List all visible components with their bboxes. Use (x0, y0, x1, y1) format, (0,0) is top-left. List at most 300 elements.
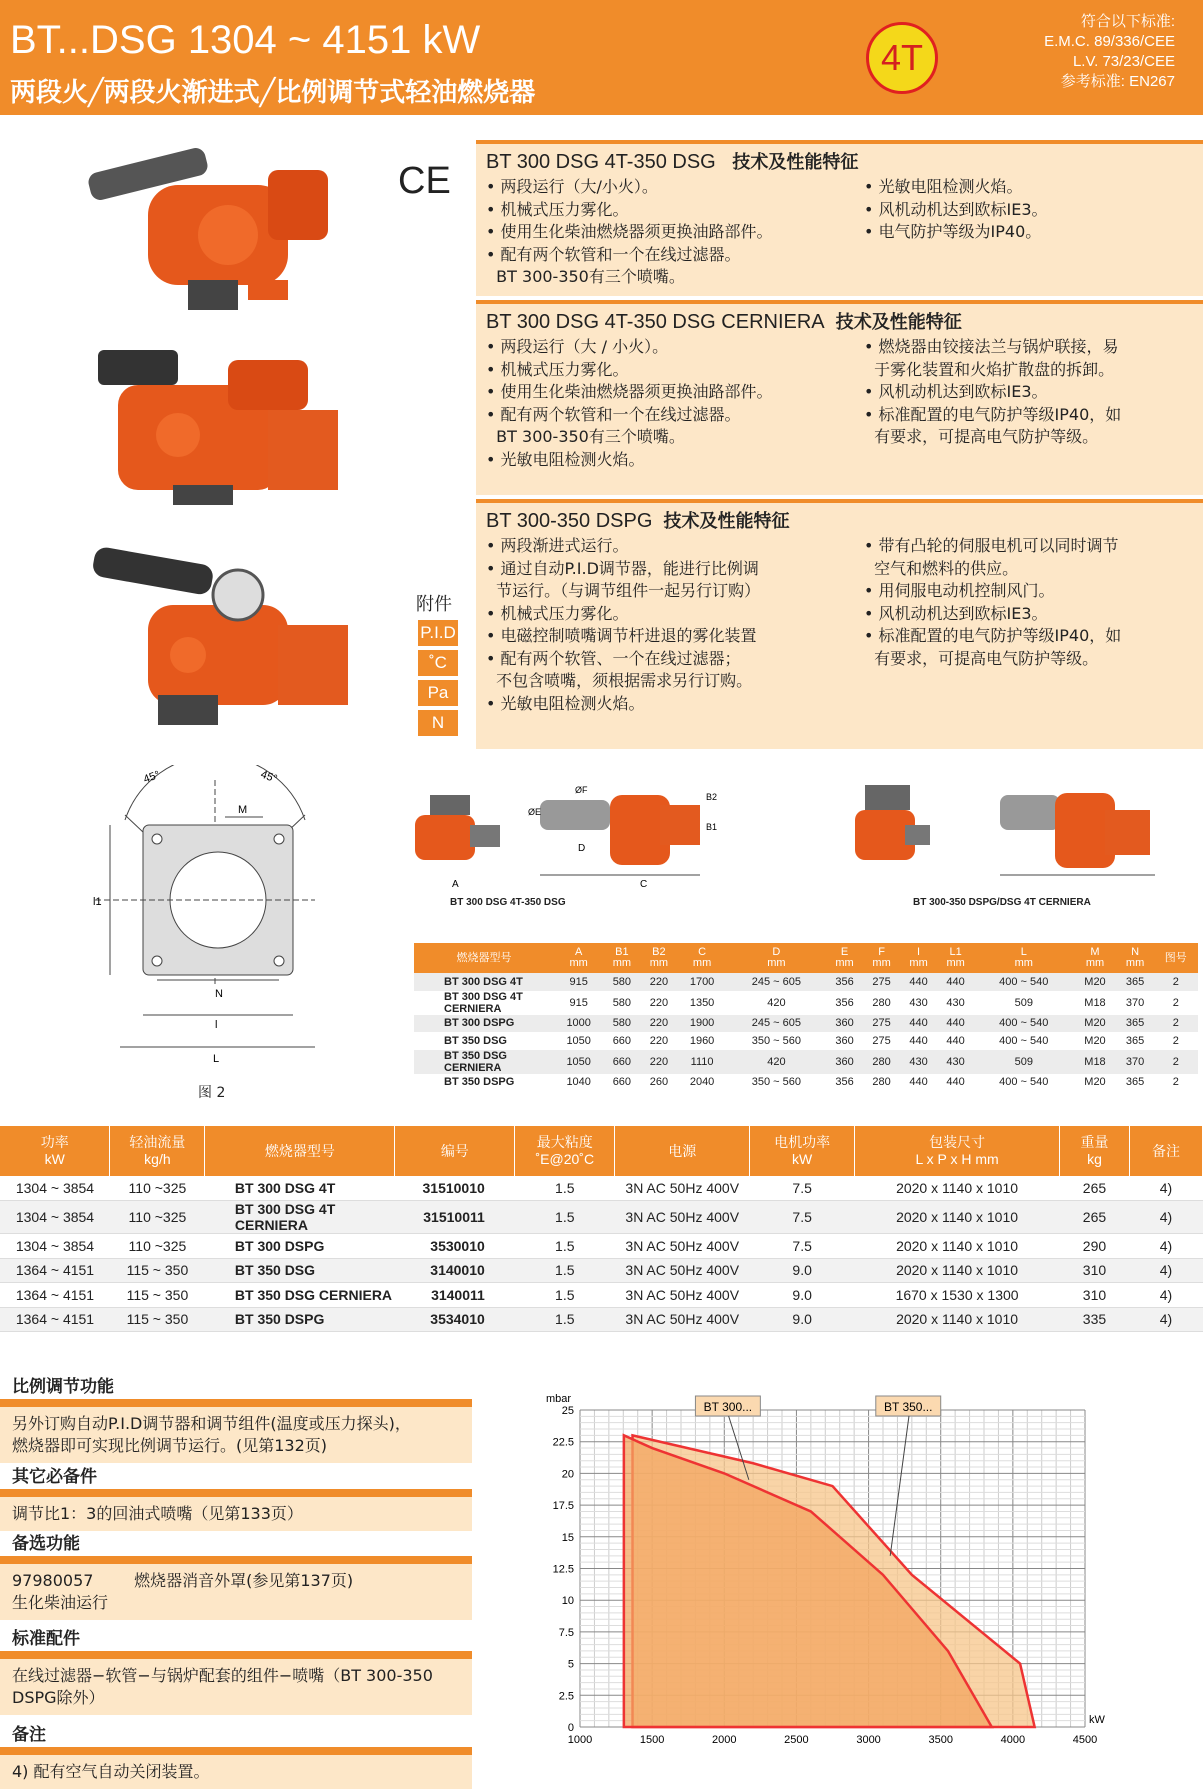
spec-table-cell: 3N AC 50Hz 400V (615, 1258, 750, 1283)
info-heading: 其它必备件 (0, 1460, 472, 1497)
flange-dim-m: M (238, 804, 248, 816)
dim-table-cell: 275 (863, 973, 900, 991)
dim-table-cell: 440 (900, 973, 937, 991)
dim-table-cell: 509 (974, 1050, 1073, 1074)
spec-table-cell: 9.0 (750, 1258, 855, 1283)
dim-table-cell: 220 (640, 1032, 677, 1050)
y-tick-label: 17.5 (552, 1500, 574, 1513)
spec-table-cell: 4) (1129, 1307, 1202, 1332)
spec-table-cell: 1.5 (515, 1176, 615, 1201)
section-title-cn: 技术及性能特征 (663, 511, 790, 532)
info-line: 生化柴油运行 (12, 1593, 109, 1612)
standard-line: 符合以下标准: (1080, 13, 1175, 30)
spec-table-header: 包装尺寸 L x P x H mm (855, 1126, 1060, 1176)
dim-table-cell: M18 (1073, 991, 1116, 1015)
x-tick-label: 4500 (1072, 1734, 1098, 1746)
dim-table-cell: 1000 (554, 1015, 603, 1033)
dim-table-cell: 580 (603, 991, 640, 1015)
spec-table-cell: BT 300 DSG 4T CERNIERA (205, 1201, 395, 1234)
spec-table-row (0, 1201, 1203, 1234)
spec-table-header: 燃烧器型号 (205, 1126, 395, 1176)
spec-table-cell: BT 300 DSG 4T (205, 1176, 395, 1201)
dim-table-cell: 1040 (554, 1074, 603, 1092)
dim-table-header: B2 mm (640, 943, 677, 973)
info-line: 另外订购自动P.I.D调节器和调节组件(温度或压力探头)， (12, 1414, 411, 1433)
dim-table-cell: M20 (1073, 1074, 1116, 1092)
feature-item: • 两段运行（大/小火）。 (486, 177, 658, 196)
flange-dim-i: l (215, 1019, 218, 1031)
dim-label-b1: B1 (706, 822, 718, 832)
feature-section-dspg (476, 499, 1203, 749)
x-tick-label: 2500 (784, 1734, 809, 1746)
dim-table-header: E mm (826, 943, 863, 973)
feature-item: • 光敏电阻检测火焰。 (486, 693, 645, 713)
spec-table-cell: 31510010 (395, 1176, 515, 1201)
dim-table-cell: 430 (937, 991, 974, 1015)
info-section-modulation (0, 1370, 472, 1463)
dim-table-row (414, 1032, 1198, 1050)
dim-table-cell: 350 ~ 560 (727, 1074, 826, 1092)
dim-table-cell: 356 (826, 991, 863, 1015)
feature-item: • 通过自动P.I.D调节器，能进行比例调 (486, 558, 759, 578)
spec-table-row (0, 1283, 1203, 1308)
feature-item: 有要求，可提高电气防护等级。 (864, 427, 1099, 446)
y-tick-label: 12.5 (552, 1563, 574, 1576)
spec-table-cell: 1.5 (515, 1258, 615, 1283)
dim-table-row (414, 1050, 1198, 1074)
dim-table-cell: 280 (863, 991, 900, 1015)
spec-table-cell: 110 ~325 (110, 1234, 205, 1259)
dim-table-header: 燃烧器型号 (414, 943, 554, 973)
dim-table-cell: 440 (937, 1032, 974, 1050)
spec-table-cell: 110 ~325 (110, 1201, 205, 1234)
dim-table-cell: 2 (1154, 991, 1198, 1015)
dim-table-cell: 245 ~ 605 (727, 1015, 826, 1033)
feature-item: BT 300-350有三个喷嘴。 (486, 427, 685, 446)
spec-table-header: 备注 (1129, 1126, 1202, 1176)
spec-table-cell: 2020 x 1140 x 1010 (855, 1234, 1060, 1259)
dim-table-row (414, 991, 1198, 1015)
spec-table-cell: 7.5 (750, 1176, 855, 1201)
dim-table-cell: 370 (1117, 1050, 1154, 1074)
info-section-optional (0, 1527, 472, 1620)
accessories-label: 附件 (416, 594, 452, 615)
x-axis-label: kW (1089, 1714, 1105, 1726)
feature-item: • 风机动机达到欧标IE3。 (864, 603, 1048, 623)
section-title-cn: 技术及性能特征 (835, 312, 962, 333)
dim-table-cell: 1050 (554, 1050, 603, 1074)
dim-table-cell: 660 (603, 1074, 640, 1092)
feature-item: • 燃烧器由铰接法兰与锅炉联接，易 (864, 337, 1119, 356)
x-tick-label: 1500 (639, 1734, 665, 1746)
dim-table-cell: 275 (863, 1032, 900, 1050)
feature-item: • 配有两个软管和一个在线过滤器。 (486, 404, 741, 424)
info-line: 燃烧器即可实现比例调节运行。(见第132页) (12, 1436, 328, 1455)
dim-table-cell: 1110 (677, 1050, 726, 1074)
dim-table-cell: 430 (900, 991, 937, 1015)
feature-item: • 带有凸轮的伺服电机可以同时调节 (864, 536, 1119, 555)
y-tick-label: 15 (561, 1531, 574, 1544)
dim-table-header: B1 mm (603, 943, 640, 973)
dim-table-cell: 356 (826, 973, 863, 991)
section-title (486, 507, 1193, 533)
spec-table-row (0, 1234, 1203, 1259)
spec-table-cell: 3N AC 50Hz 400V (615, 1234, 750, 1259)
dim-table-cell: 915 (554, 973, 603, 991)
dim-table-cell: 220 (640, 991, 677, 1015)
dim-table-cell: 2040 (677, 1074, 726, 1092)
spec-table-row (0, 1176, 1203, 1201)
x-tick-label: 3500 (928, 1734, 953, 1746)
spec-table-cell: 1304 ~ 3854 (0, 1176, 110, 1201)
flange-drawing (85, 765, 330, 1085)
y-tick-label: 20 (561, 1468, 574, 1481)
dim-table-header: C mm (677, 943, 726, 973)
spec-table-cell: 9.0 (750, 1307, 855, 1332)
feature-item: • 配有两个软管、一个在线过滤器； (486, 648, 741, 668)
dim-label-f: ØF (575, 785, 588, 795)
dim-table-cell: 440 (937, 973, 974, 991)
burner-photo-dspg (78, 545, 368, 730)
feature-item: • 电气防护等级为IP40。 (864, 222, 1042, 241)
accessory-tag-temperature: ˚C (418, 650, 458, 676)
dim-table-cell: 365 (1117, 1074, 1154, 1092)
working-field-chart (540, 1382, 1115, 1757)
burner-photo-dsg (78, 140, 368, 315)
x-tick-label: 4000 (1000, 1734, 1026, 1746)
dim-table-cell: 2 (1154, 1074, 1198, 1092)
flange-dim-n: N (215, 988, 223, 1000)
dim-table-cell: BT 300 DSG 4T CERNIERA (414, 991, 554, 1015)
spec-table-cell: 1670 x 1530 x 1300 (855, 1283, 1060, 1308)
dim-table-header: A mm (554, 943, 603, 973)
dim-table-cell: 2 (1154, 1032, 1198, 1050)
accessory-tag-n: N (418, 710, 458, 736)
dim-table-cell: 365 (1117, 1015, 1154, 1033)
info-line: DSPG除外） (12, 1688, 105, 1707)
standard-line: E.M.C. 89/336/CEE (1044, 33, 1175, 50)
spec-table-cell: 3N AC 50Hz 400V (615, 1307, 750, 1332)
y-tick-label: 7.5 (558, 1626, 574, 1639)
spec-table-header: 电机功率 kW (750, 1126, 855, 1176)
dim-table-cell: BT 350 DSPG (414, 1074, 554, 1092)
spec-table-cell: 4) (1129, 1234, 1202, 1259)
info-heading: 备选功能 (0, 1527, 472, 1564)
section-title (486, 148, 1193, 174)
dim-table-cell: 440 (900, 1015, 937, 1033)
spec-table-header: 功率 kW (0, 1126, 110, 1176)
dimension-caption-right: BT 300-350 DSPG/DSG 4T CERNIERA (913, 897, 1091, 908)
spec-table-header: 重量 kg (1060, 1126, 1130, 1176)
spec-table-cell: 9.0 (750, 1283, 855, 1308)
spec-table-cell: 4) (1129, 1201, 1202, 1234)
dim-table-cell: 220 (640, 1050, 677, 1074)
feature-item: 空气和燃料的供应。 (864, 558, 1019, 578)
dim-label-c: C (640, 879, 648, 890)
dim-table-cell: BT 350 DSG CERNIERA (414, 1050, 554, 1074)
spec-table-cell: 335 (1060, 1307, 1130, 1332)
spec-table-cell: 310 (1060, 1283, 1130, 1308)
spec-table-cell: 2020 x 1140 x 1010 (855, 1307, 1060, 1332)
x-tick-label: 1000 (567, 1734, 593, 1746)
dim-table-cell: 440 (900, 1074, 937, 1092)
dim-label-e: ØE (528, 807, 542, 817)
dim-table-cell: 1700 (677, 973, 726, 991)
dim-table-cell: 350 ~ 560 (727, 1032, 826, 1050)
dim-table-cell: 220 (640, 1015, 677, 1033)
info-line: 4) 配有空气自动关闭装置。 (12, 1762, 210, 1781)
spec-table-cell: 1.5 (515, 1201, 615, 1234)
dim-table-cell: 360 (826, 1032, 863, 1050)
spec-table-header: 编号 (395, 1126, 515, 1176)
dim-table-cell: 420 (727, 1050, 826, 1074)
dim-table-cell: 356 (826, 1074, 863, 1092)
spec-table-cell: 1.5 (515, 1307, 615, 1332)
dim-label-b2: B2 (706, 792, 718, 802)
dim-table-header: N mm (1117, 943, 1154, 973)
section-title (486, 308, 1193, 334)
spec-table-header: 轻油流量 kg/h (110, 1126, 205, 1176)
section-title-cn: 技术及性能特征 (732, 152, 859, 173)
feature-item: • 风机动机达到欧标IE3。 (864, 382, 1048, 401)
feature-item: • 使用生化柴油燃烧器须更换油路部件。 (486, 222, 773, 241)
feature-item: • 风机动机达到欧标IE3。 (864, 199, 1048, 219)
flange-angle-right: 45° (258, 768, 279, 786)
spec-table-cell: 1364 ~ 4151 (0, 1307, 110, 1332)
dim-table-cell: 360 (826, 1050, 863, 1074)
dim-table-cell: 580 (603, 973, 640, 991)
spec-table-cell: BT 300 DSPG (205, 1234, 395, 1259)
spec-table-cell: 265 (1060, 1201, 1130, 1234)
section-title-model: BT 300-350 DSPG (486, 510, 653, 532)
spec-table-cell: 1304 ~ 3854 (0, 1234, 110, 1259)
feature-item: • 机械式压力雾化。 (486, 603, 629, 623)
info-line: 在线过滤器−软管−与锅炉配套的组件−喷嘴（BT 300-350 (12, 1666, 433, 1685)
feature-item: 节运行。（与调节组件一起另行订购） (486, 581, 761, 600)
y-axis-label: mbar (546, 1393, 572, 1405)
dimension-drawing-dsg (410, 775, 790, 915)
y-tick-label: 25 (561, 1405, 574, 1417)
spec-table-cell: 1364 ~ 4151 (0, 1283, 110, 1308)
spec-table-row (0, 1258, 1203, 1283)
x-tick-label: 2000 (712, 1734, 737, 1746)
dim-table-cell: 280 (863, 1050, 900, 1074)
page-subtitle: 两段火╱两段火渐进式╱比例调节式轻油燃烧器 (10, 78, 536, 108)
spec-table-cell: 3N AC 50Hz 400V (615, 1176, 750, 1201)
dim-table-cell: 1960 (677, 1032, 726, 1050)
spec-table-cell: 7.5 (750, 1201, 855, 1234)
dim-table-cell: BT 350 DSG (414, 1032, 554, 1050)
dim-table-cell: 2 (1154, 1015, 1198, 1033)
dim-table-cell: 365 (1117, 1032, 1154, 1050)
spec-table-cell: 265 (1060, 1176, 1130, 1201)
dim-table-cell: M20 (1073, 1015, 1116, 1033)
flange-dim-big-l: L (213, 1053, 220, 1065)
spec-table-cell: 1.5 (515, 1283, 615, 1308)
spec-table-header: 最大粘度 ˚E@20˚C (515, 1126, 615, 1176)
dim-table-cell: 370 (1117, 991, 1154, 1015)
spec-table-cell: BT 350 DSG (205, 1258, 395, 1283)
standard-line: 参考标准: EN267 (1060, 73, 1175, 90)
spec-table-cell: 4) (1129, 1258, 1202, 1283)
spec-table-row (0, 1307, 1203, 1332)
burner-photo-cerniera (78, 335, 368, 510)
spec-table-cell: 3N AC 50Hz 400V (615, 1283, 750, 1308)
feature-item: • 配有两个软管和一个在线过滤器。 (486, 244, 741, 264)
spec-table-cell: 3530010 (395, 1234, 515, 1259)
spec-table-cell: 310 (1060, 1258, 1130, 1283)
section-title-model: BT 300 DSG 4T-350 DSG CERNIERA (486, 311, 825, 333)
dim-table-cell: 430 (937, 1050, 974, 1074)
info-section-required (0, 1460, 472, 1531)
dim-table-header: L mm (974, 943, 1073, 973)
feature-item: • 用伺服电动机控制风门。 (864, 581, 1055, 600)
standard-line: L.V. 73/23/CEE (1072, 53, 1175, 70)
dimension-caption-left: BT 300 DSG 4T-350 DSG (450, 897, 566, 908)
dim-table-header: M mm (1073, 943, 1116, 973)
feature-item: • 标准配置的电气防护等级IP40，如 (864, 404, 1122, 424)
dim-table-cell: 245 ~ 605 (727, 973, 826, 991)
flange-caption: 图 2 (198, 1085, 226, 1101)
spec-table-cell: 290 (1060, 1234, 1130, 1259)
spec-table-cell: 3140010 (395, 1258, 515, 1283)
legend-label: BT 300... (703, 1400, 753, 1414)
accessory-tag-pid: P.I.D (418, 620, 458, 646)
dim-table-cell: 915 (554, 991, 603, 1015)
dim-table-cell: BT 300 DSG 4T (414, 973, 554, 991)
dim-table-cell: BT 300 DSPG (414, 1015, 554, 1033)
model-badge: 4T (866, 22, 938, 94)
y-tick-label: 0 (567, 1722, 574, 1734)
spec-table-cell: 2020 x 1140 x 1010 (855, 1176, 1060, 1201)
spec-table-cell: 3N AC 50Hz 400V (615, 1201, 750, 1234)
dim-table-cell: 660 (603, 1050, 640, 1074)
info-line: 97980057 燃烧器消音外罩(参见第137页) (12, 1571, 354, 1590)
feature-item: • 使用生化柴油燃烧器须更换油路部件。 (486, 382, 773, 401)
dim-table-cell: 365 (1117, 973, 1154, 991)
spec-table-cell: 1304 ~ 3854 (0, 1201, 110, 1234)
feature-item: 有要求，可提高电气防护等级。 (864, 648, 1099, 668)
feature-item: • 光敏电阻检测火焰。 (864, 177, 1023, 196)
info-heading: 标准配件 (0, 1622, 472, 1659)
dim-table-header: F mm (863, 943, 900, 973)
feature-item: • 标准配置的电气防护等级IP40，如 (864, 626, 1122, 645)
feature-item: 于雾化装置和火焰扩散盘的拆卸。 (864, 359, 1115, 379)
spec-table-cell: 4) (1129, 1283, 1202, 1308)
spec-table-cell: BT 350 DSPG (205, 1307, 395, 1332)
spec-table-cell: 1364 ~ 4151 (0, 1258, 110, 1283)
dim-table-cell: 2 (1154, 973, 1198, 991)
accessory-tag-pressure: Pa (418, 680, 458, 706)
y-tick-label: 10 (561, 1595, 574, 1608)
spec-table-cell: 110 ~325 (110, 1176, 205, 1201)
y-tick-label: 5 (567, 1658, 574, 1671)
spec-table-cell: 31510011 (395, 1201, 515, 1234)
dim-table-header: I mm (900, 943, 937, 973)
feature-section-cerniera (476, 300, 1203, 495)
spec-table-cell: 3534010 (395, 1307, 515, 1332)
dim-table-cell: 420 (727, 991, 826, 1015)
header-banner (0, 0, 1203, 115)
dim-table-row (414, 973, 1198, 991)
dimension-table (414, 943, 1198, 1091)
feature-item: • 机械式压力雾化。 (486, 199, 629, 219)
dim-table-cell: 430 (900, 1050, 937, 1074)
info-section-standard (0, 1622, 472, 1715)
x-tick-label: 3000 (856, 1734, 881, 1746)
spec-table-cell: 115 ~ 350 (110, 1258, 205, 1283)
feature-item: • 电磁控制喷嘴调节杆进退的雾化装置 (486, 626, 757, 645)
info-heading: 备注 (0, 1718, 472, 1755)
dim-table-cell: 2 (1154, 1050, 1198, 1074)
dim-table-cell: 260 (640, 1074, 677, 1092)
info-heading: 比例调节功能 (0, 1370, 472, 1407)
flange-angle-left: 45° (141, 768, 162, 786)
info-section-notes (0, 1718, 472, 1789)
legend-label: BT 350... (884, 1400, 933, 1414)
spec-table-cell: 2020 x 1140 x 1010 (855, 1258, 1060, 1283)
dim-table-cell: 440 (937, 1074, 974, 1092)
dim-table-cell: 400 ~ 540 (974, 1074, 1073, 1092)
dim-table-cell: 400 ~ 540 (974, 1032, 1073, 1050)
dim-table-cell: 360 (826, 1015, 863, 1033)
specification-table (0, 1126, 1203, 1332)
section-title-model: BT 300 DSG 4T-350 DSG (486, 151, 716, 173)
page-title: BT...DSG 1304 ~ 4151 kW (10, 18, 481, 62)
y-tick-label: 2.5 (558, 1690, 574, 1703)
dim-table-cell: 1900 (677, 1015, 726, 1033)
dim-table-cell: 1350 (677, 991, 726, 1015)
feature-item: • 机械式压力雾化。 (486, 359, 629, 379)
dim-table-header: D mm (727, 943, 826, 973)
dim-table-cell: 275 (863, 1015, 900, 1033)
spec-table-cell: 7.5 (750, 1234, 855, 1259)
spec-table-header: 电源 (615, 1126, 750, 1176)
spec-table-cell: BT 350 DSG CERNIERA (205, 1283, 395, 1308)
feature-item: • 两段运行（大 / 小火）。 (486, 337, 669, 356)
spec-table-cell: 115 ~ 350 (110, 1307, 205, 1332)
dim-table-cell: 660 (603, 1032, 640, 1050)
dim-label-d: D (578, 843, 586, 854)
dim-table-cell: 400 ~ 540 (974, 1015, 1073, 1033)
dim-table-cell: 580 (603, 1015, 640, 1033)
dim-table-row (414, 1015, 1198, 1033)
feature-section-dsg (476, 140, 1203, 296)
dim-table-cell: 440 (900, 1032, 937, 1050)
dim-table-cell: 1050 (554, 1032, 603, 1050)
dim-table-header: 图号 (1154, 943, 1198, 973)
feature-item: 不包含喷嘴，须根据需求另行订购。 (486, 671, 753, 690)
spec-table-cell: 2020 x 1140 x 1010 (855, 1201, 1060, 1234)
dimension-drawing-dspg (835, 775, 1203, 915)
dim-table-cell: 220 (640, 973, 677, 991)
spec-table-cell: 3140011 (395, 1283, 515, 1308)
dim-table-cell: M18 (1073, 1050, 1116, 1074)
dim-table-cell: 440 (937, 1015, 974, 1033)
feature-item: BT 300-350有三个喷嘴。 (486, 267, 685, 286)
feature-item: • 两段渐进式运行。 (486, 536, 629, 555)
dim-table-cell: 509 (974, 991, 1073, 1015)
flange-dim-l1: l1 (93, 896, 102, 908)
dim-table-cell: 400 ~ 540 (974, 973, 1073, 991)
spec-table-cell: 115 ~ 350 (110, 1283, 205, 1308)
info-line: 调节比1：3的回油式喷嘴（见第133页） (12, 1504, 303, 1523)
dim-table-cell: 280 (863, 1074, 900, 1092)
dim-label-a: A (452, 879, 459, 890)
dim-table-cell: M20 (1073, 973, 1116, 991)
standards-block (1044, 12, 1175, 92)
dim-table-cell: M20 (1073, 1032, 1116, 1050)
